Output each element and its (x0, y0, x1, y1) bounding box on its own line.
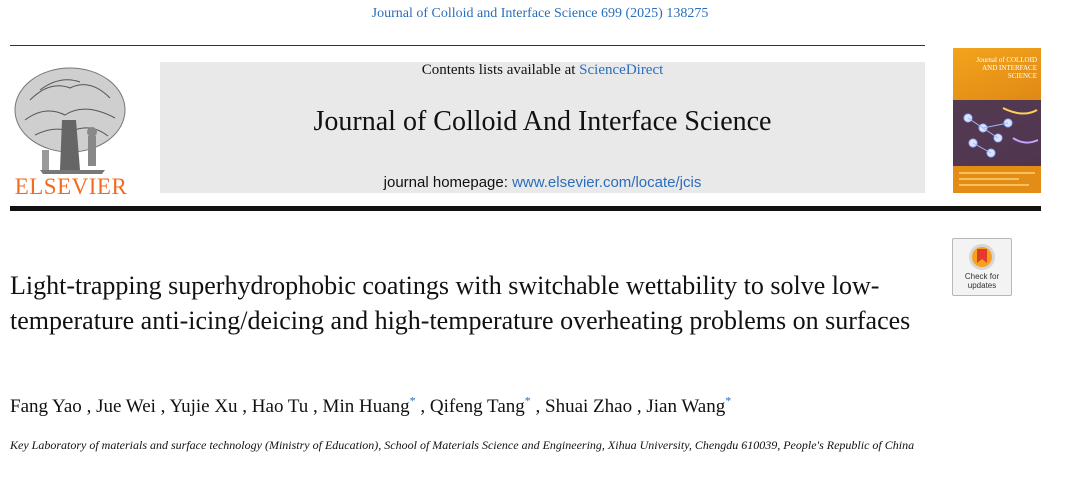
check-updates-line2: updates (967, 281, 997, 290)
author-link[interactable]: Yujie Xu (169, 396, 238, 418)
elsevier-wordmark: ELSEVIER (14, 174, 128, 199)
author-affiliation: Key Laboratory of materials and surface technology (Ministry of Education), School of Materials Science and Engineering, Xihua University, Chengdu 610039, People's Republic of China (10, 438, 915, 452)
homepage-link[interactable]: www.elsevier.com/locate/jcis (512, 174, 702, 191)
author-name (430, 396, 545, 417)
top-divider (10, 45, 925, 46)
check-updates-label (953, 272, 1011, 290)
author-link[interactable]: Hao Tu (251, 396, 309, 418)
journal-header (160, 62, 925, 193)
contents-prefix: Contents lists available at (421, 62, 580, 78)
homepage-prefix: journal homepage: (383, 174, 513, 191)
author-link[interactable]: Fang Yao (10, 396, 82, 418)
author-separator: , (155, 396, 170, 418)
check-updates-line1: Check for (964, 272, 1000, 281)
author-name (169, 396, 251, 417)
check-updates-icon (953, 241, 1011, 275)
contents-line (160, 62, 925, 79)
header-divider (10, 206, 1041, 211)
author-separator: , (632, 396, 647, 418)
journal-cover-image[interactable] (953, 48, 1041, 193)
author-name (96, 396, 169, 417)
author-name (646, 396, 731, 417)
journal-citation[interactable]: Journal of Colloid and Interface Science 699 (2025) 138275 (371, 6, 709, 21)
author-separator: , (81, 396, 97, 418)
article-title: Light-trapping superhydrophobic coatings with switchable wettability to solve low-temperature anti-icing/deicing and high-temperature overheating problems on surfaces (10, 271, 911, 335)
author-link[interactable]: Shuai Zhao (545, 396, 633, 418)
author-name (545, 396, 646, 417)
corresponding-mark[interactable]: * (524, 394, 531, 408)
author-link[interactable]: Jue Wei (96, 396, 156, 418)
author-separator: , (308, 396, 323, 418)
author-name (10, 396, 96, 417)
homepage-line (160, 174, 925, 191)
author-link[interactable]: Jian Wang (646, 396, 726, 418)
author-link[interactable]: Qifeng Tang (429, 396, 525, 418)
author-separator: , (530, 396, 546, 418)
cover-title: Journal of COLLOID AND INTERFACE SCIENCE (976, 56, 1037, 80)
journal-title: Journal of Colloid And Interface Science (313, 106, 772, 137)
author-separator: , (415, 396, 430, 418)
check-for-updates-button[interactable] (952, 238, 1012, 296)
corresponding-mark[interactable]: * (725, 394, 732, 408)
author-name (323, 396, 430, 417)
author-list (10, 394, 1010, 418)
cover-artwork (953, 48, 1041, 193)
sciencedirect-link[interactable]: ScienceDirect (579, 62, 664, 78)
author-link[interactable]: Min Huang (322, 396, 410, 418)
author-name (252, 396, 323, 417)
author-separator: , (237, 396, 252, 418)
corresponding-mark[interactable]: * (409, 394, 416, 408)
